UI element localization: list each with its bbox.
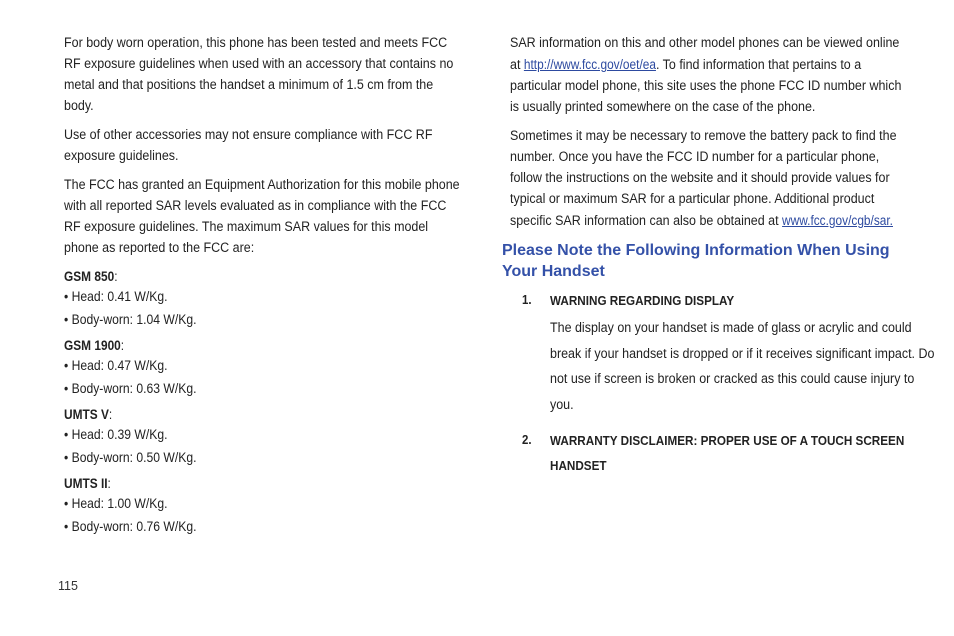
sar-band-umts-ii	[64, 474, 462, 537]
band-name: GSM 850	[64, 269, 115, 284]
page-number: 115	[58, 579, 78, 593]
list-item-warning-display	[522, 288, 935, 418]
sar-band-gsm1900	[64, 336, 462, 399]
section-heading: Please Note the Following Information When Using Your Handset	[502, 242, 890, 280]
battery-text: Sometimes it may be necessary to remove the battery pack to find the number. Once you have the FCC ID number for a particular phone, follow the instructions on the website and it should provide values for typical or maximum SAR for a particular phone. Additional product specific SAR information can also be obtained at	[510, 128, 897, 229]
band-colon: :	[114, 269, 118, 284]
sar-head-value: • Head: 0.47 W/Kg.	[64, 358, 168, 373]
item-title: WARRANTY DISCLAIMER: PROPER USE OF A TOUCH SCREEN HANDSET	[550, 433, 905, 473]
item-body: The display on your handset is made of glass or acrylic and could break if your handset is dropped or if it receives significant impact. Do not use if screen is broken or cracked as this could cause injury to you.	[550, 320, 935, 413]
sar-band-umts-v	[64, 405, 462, 468]
band-colon: :	[120, 338, 125, 353]
fcc-cgb-link[interactable]: www.fcc.gov/cgb/sar.	[782, 213, 893, 228]
band-name: UMTS II	[64, 476, 108, 491]
sar-body-value: • Body-worn: 0.50 W/Kg.	[64, 450, 197, 465]
right-column	[502, 33, 935, 478]
sar-body-value: • Body-worn: 0.76 W/Kg.	[64, 519, 197, 534]
sar-head-value: • Head: 1.00 W/Kg.	[64, 496, 168, 511]
sar-info-paragraph	[510, 33, 908, 118]
battery-paragraph	[510, 126, 908, 232]
sar-head-value: • Head: 0.39 W/Kg.	[64, 427, 168, 442]
body-worn-paragraph: For body worn operation, this phone has been tested and meets FCC RF exposure guidelines when used with an accessory that contains no metal and that positions the handset a minimum of 1.5 cm from the body.	[64, 35, 454, 114]
sar-body-value: • Body-worn: 0.63 W/Kg.	[64, 381, 197, 396]
fcc-oet-link[interactable]: http://www.fcc.gov/oet/ea	[523, 57, 656, 72]
sar-body-value: • Body-worn: 1.04 W/Kg.	[64, 312, 197, 327]
band-colon: :	[107, 476, 111, 491]
sar-head-value: • Head: 0.41 W/Kg.	[64, 289, 168, 304]
band-name: UMTS V	[64, 407, 109, 422]
fcc-authorization-paragraph: The FCC has granted an Equipment Authorization for this mobile phone with all reported SAR levels evaluated as in compliance with the FCC RF exposure guidelines. The maximum SAR values for this model phone as reported to the FCC are:	[64, 177, 460, 256]
left-column	[64, 33, 464, 543]
band-name: GSM 1900	[64, 338, 121, 353]
accessories-paragraph: Use of other accessories may not ensure compliance with FCC RF exposure guidelines.	[64, 127, 433, 164]
sar-info-text-end: . To find information that pertains to a particular model phone, this site uses the phone FCC ID number which is usually printed somewhere on the case of the phone.	[510, 57, 902, 115]
sar-band-gsm850	[64, 267, 462, 330]
band-colon: :	[108, 407, 113, 422]
list-item-warranty-disclaimer	[522, 428, 910, 478]
item-number: 2.	[522, 432, 532, 447]
item-title: WARNING REGARDING DISPLAY	[550, 293, 735, 308]
item-number: 1.	[522, 292, 532, 307]
sar-info-text-start: SAR information on this and other model phones can be viewed online at	[510, 35, 900, 73]
